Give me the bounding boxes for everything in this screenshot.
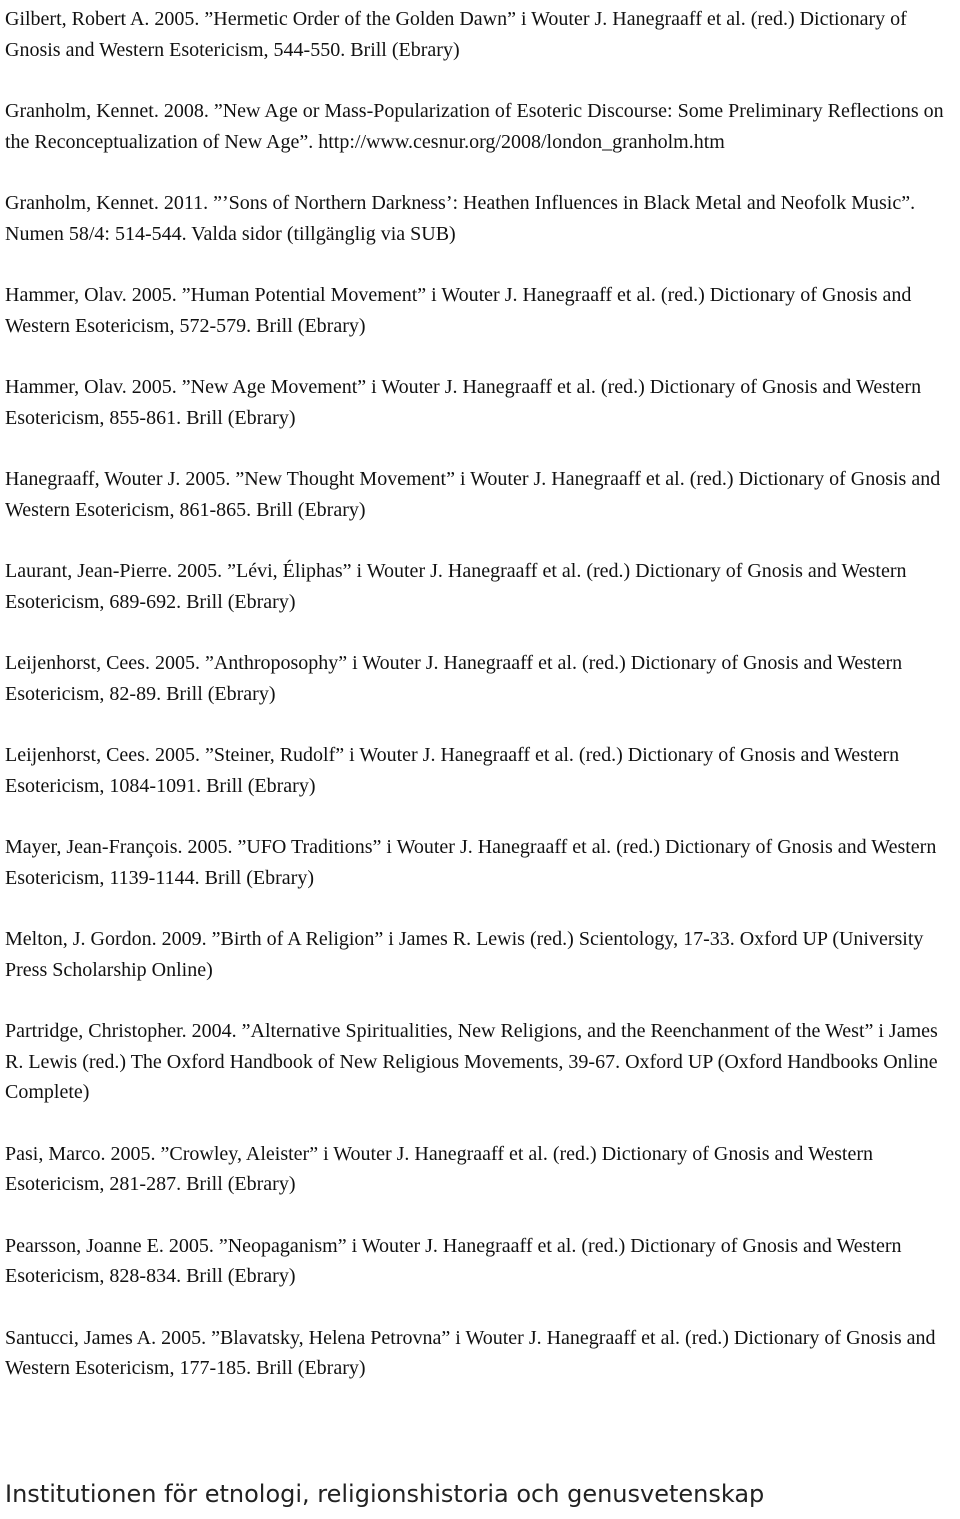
reference-entry: Granholm, Kennet. 2008. ”New Age or Mass-Popularization of Esoteric Discourse: Some Preliminary Reflections on the Reconceptualization of New Age”. http://www.cesnur.org/2008/london_granholm.htm <box>5 100 944 153</box>
reference-entry: Pasi, Marco. 2005. ”Crowley, Aleister” i Wouter J. Hanegraaff et al. (red.) Dictionary of Gnosis and Western Esotericism, 281-287. Brill (Ebrary) <box>5 1142 874 1195</box>
reference-entry: Melton, J. Gordon. 2009. ”Birth of A Religion” i James R. Lewis (red.) Scientology, 17-33. Oxford UP (University Press Scholarship Online) <box>5 928 924 981</box>
reference-entry: Leijenhorst, Cees. 2005. ”Anthroposophy” i Wouter J. Hanegraaff et al. (red.) Dictionary of Gnosis and Western Esotericism, 82-89. Brill (Ebrary) <box>5 652 903 705</box>
reference-list <box>5 4 955 1415</box>
reference-entry: Pearsson, Joanne E. 2005. ”Neopaganism” i Wouter J. Hanegraaff et al. (red.) Dictionary of Gnosis and Western Esotericism, 828-834. Brill (Ebrary) <box>5 1234 902 1287</box>
reference-entry: Gilbert, Robert A. 2005. ”Hermetic Order of the Golden Dawn” i Wouter J. Hanegraaff et al. (red.) Dictionary of Gnosis and Western Esotericism, 544-550. Brill (Ebrary) <box>5 8 907 61</box>
reference-entry: Leijenhorst, Cees. 2005. ”Steiner, Rudolf” i Wouter J. Hanegraaff et al. (red.) Dictionary of Gnosis and Western Esotericism, 1084-1091. Brill (Ebrary) <box>5 744 900 797</box>
page-footer: Institutionen för etnologi, religionshistoria och genusvetenskap <box>5 1480 765 1508</box>
reference-entry: Santucci, James A. 2005. ”Blavatsky, Helena Petrovna” i Wouter J. Hanegraaff et al. (red.) Dictionary of Gnosis and Western Esotericism, 177-185. Brill (Ebrary) <box>5 1326 936 1379</box>
reference-entry: Partridge, Christopher. 2004. ”Alternative Spiritualities, New Religions, and the Reenchanment of the West” i James R. Lewis (red.) The Oxford Handbook of New Religious Movements, 39-67. Oxford UP (Oxford Handbooks Online Complete) <box>5 1020 938 1103</box>
reference-entry: Mayer, Jean-François. 2005. ”UFO Traditions” i Wouter J. Hanegraaff et al. (red.) Dictionary of Gnosis and Western Esotericism, 1139-1144. Brill (Ebrary) <box>5 836 937 889</box>
reference-entry: Hammer, Olav. 2005. ”New Age Movement” i Wouter J. Hanegraaff et al. (red.) Dictionary of Gnosis and Western Esotericism, 855-861. Brill (Ebrary) <box>5 376 922 429</box>
reference-entry: Laurant, Jean-Pierre. 2005. ”Lévi, Éliphas” i Wouter J. Hanegraaff et al. (red.) Dictionary of Gnosis and Western Esotericism, 689-692. Brill (Ebrary) <box>5 560 907 613</box>
reference-entry: Hammer, Olav. 2005. ”Human Potential Movement” i Wouter J. Hanegraaff et al. (red.) Dictionary of Gnosis and Western Esotericism, 572-579. Brill (Ebrary) <box>5 284 912 337</box>
reference-entry: Hanegraaff, Wouter J. 2005. ”New Thought Movement” i Wouter J. Hanegraaff et al. (red.) Dictionary of Gnosis and Western Esotericism, 861-865. Brill (Ebrary) <box>5 468 941 521</box>
reference-entry: Granholm, Kennet. 2011. ”’Sons of Northern Darkness’: Heathen Influences in Black Metal and Neofolk Music”. Numen 58/4: 514-544. Valda sidor (tillgänglig via SUB) <box>5 192 916 245</box>
